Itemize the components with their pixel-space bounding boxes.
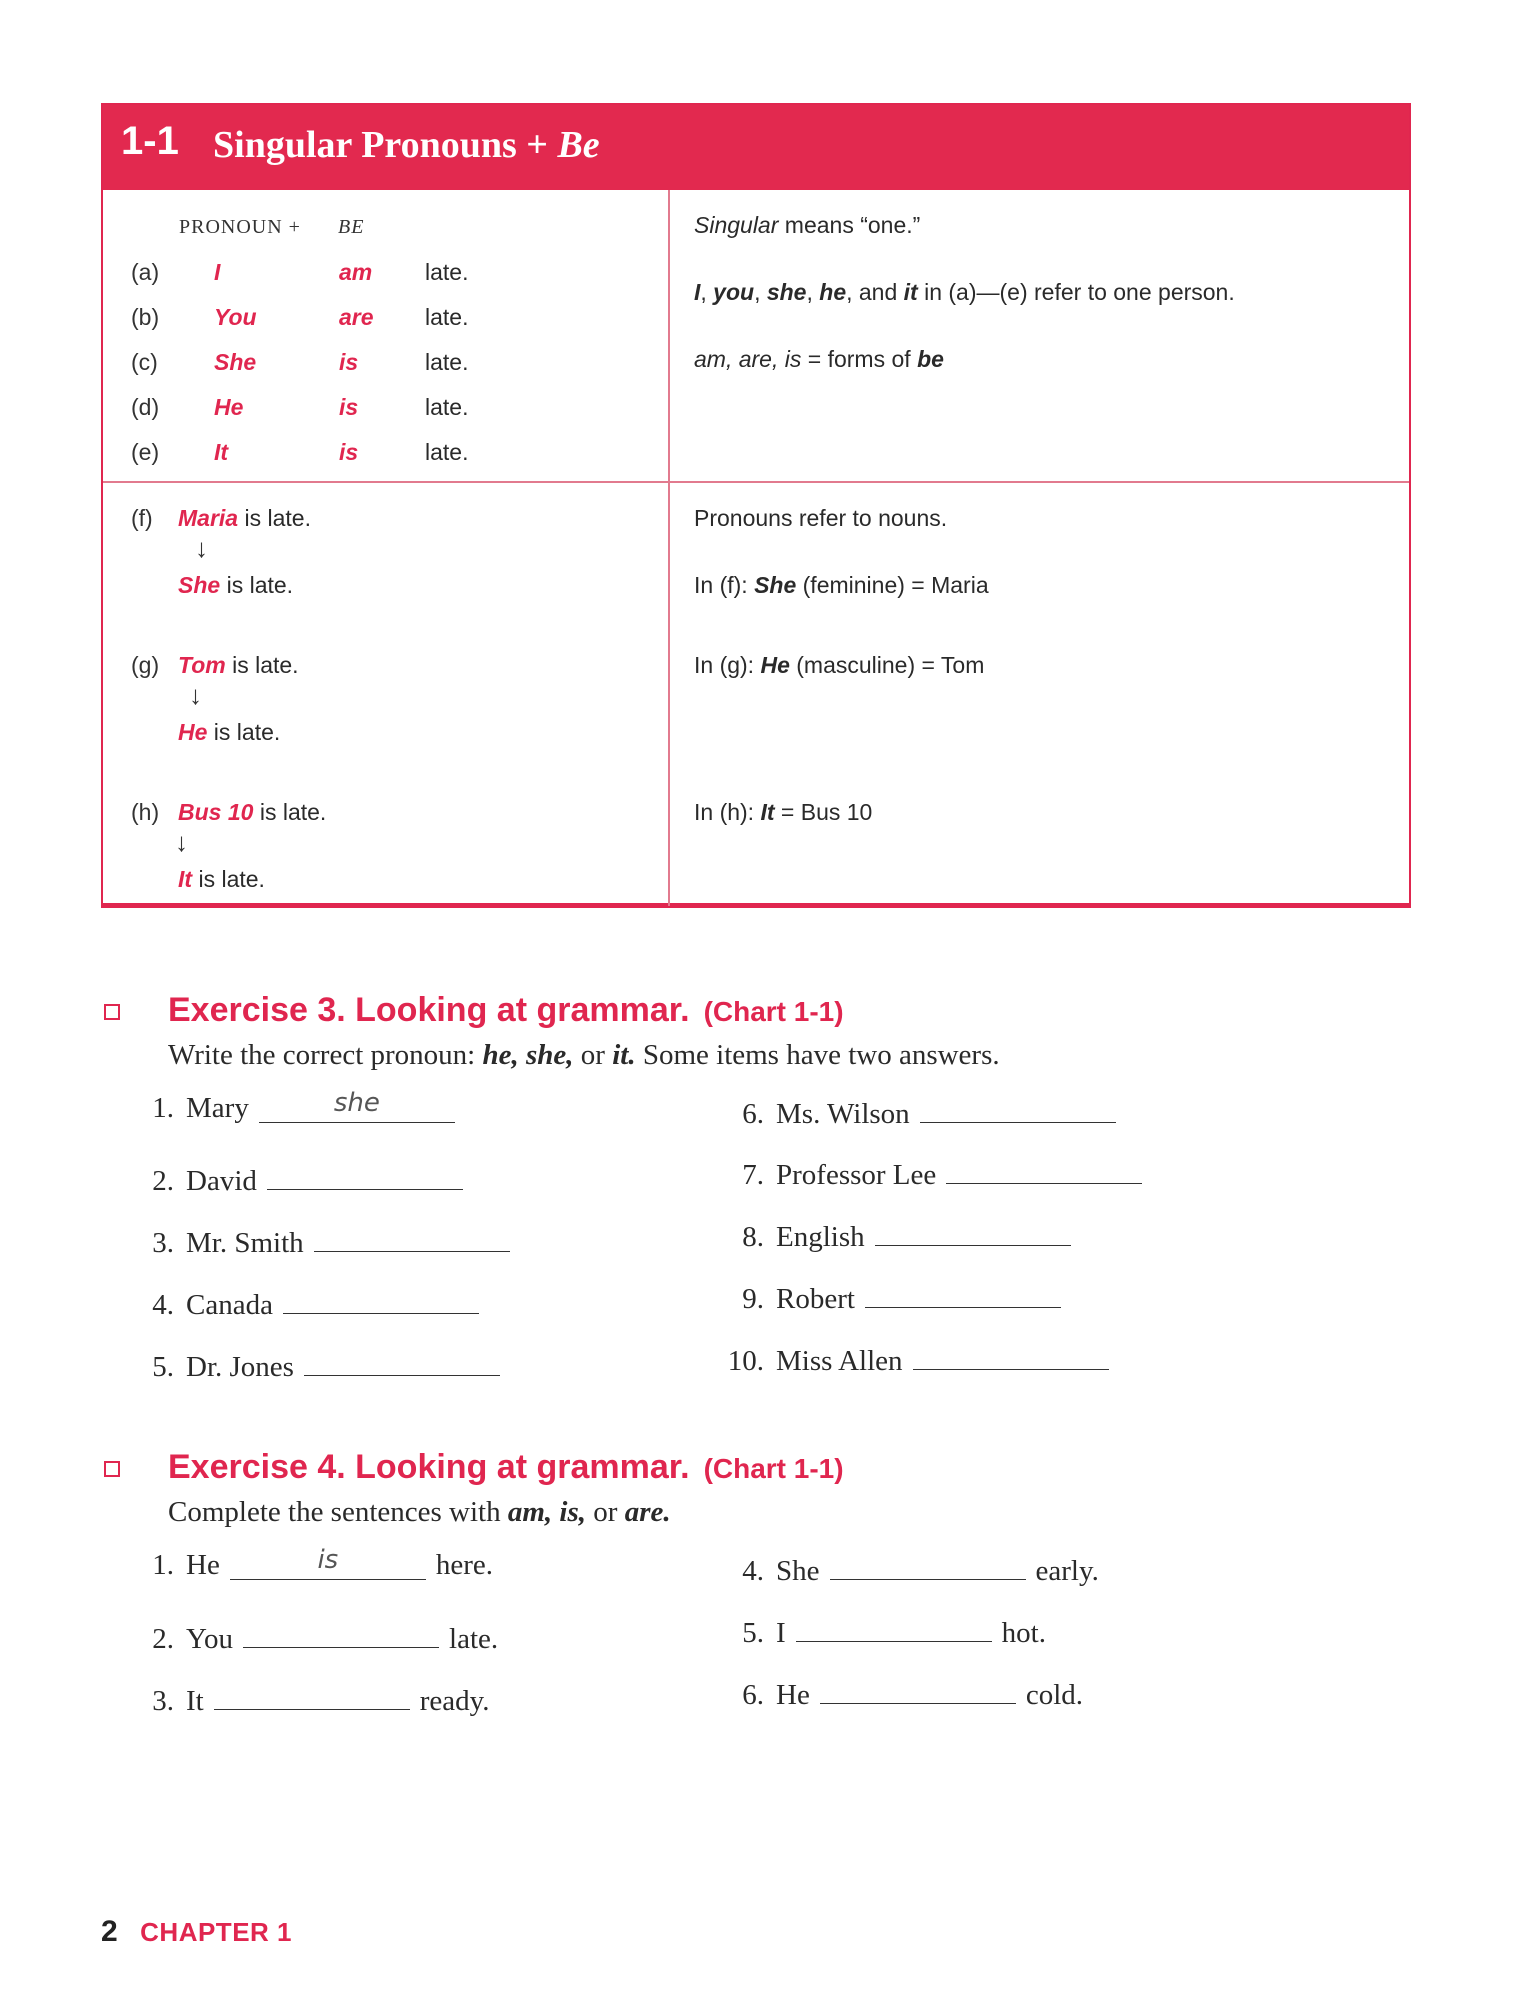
exercise-item: 8. English (720, 1215, 1071, 1254)
note-pronouns-refer: Pronouns refer to nouns. (694, 505, 948, 531)
example-label: (f) (131, 505, 153, 531)
chart-title-be: Be (557, 124, 600, 166)
example-pronoun-sentence: She is late. (178, 572, 294, 598)
answer-blank[interactable] (796, 1611, 992, 1642)
answer-blank[interactable] (267, 1159, 463, 1190)
exercise-item: 1. He is here. (152, 1545, 493, 1581)
row-verb: is (339, 439, 359, 465)
exercise-3-title: Exercise 3. Looking at grammar. (Chart 1-1) (168, 991, 844, 1029)
row-rest: late. (425, 394, 469, 420)
exercise-item: 6. He cold. (720, 1673, 1083, 1712)
exercise-4-title: Exercise 4. Looking at grammar. (Chart 1-1) (168, 1448, 844, 1486)
answer-blank[interactable]: she (259, 1092, 455, 1123)
chart-title-main: Singular Pronouns + (213, 124, 548, 166)
exercise-item: 2. David (130, 1159, 463, 1198)
answer-blank[interactable] (304, 1345, 500, 1376)
row-verb: am (339, 259, 373, 285)
exercise-item: 4. Canada (130, 1283, 479, 1322)
answer-blank[interactable] (920, 1092, 1116, 1123)
exercise-item: 9. Robert (720, 1277, 1061, 1316)
grammar-chart (101, 103, 1411, 908)
chapter-label: CHAPTER 1 (140, 1917, 292, 1947)
row-label: (d) (131, 394, 160, 420)
note-forms-of-be: am, are, is = forms of be (694, 346, 944, 372)
row-label: (b) (131, 304, 160, 330)
example-label: (h) (131, 799, 160, 825)
chart-number: 1-1 (121, 119, 179, 163)
exercise-checkbox-icon (104, 1461, 120, 1477)
row-verb: are (339, 304, 374, 330)
exercise-item: 6. Ms. Wilson (720, 1092, 1116, 1131)
example-noun-sentence: Maria is late. (178, 505, 311, 531)
col-head-pronoun: PRONOUN + (179, 216, 301, 238)
column-divider (668, 190, 670, 906)
down-arrow-icon: ↓ (195, 533, 208, 563)
row-rest: late. (425, 304, 469, 330)
exercise-item: 4. She early. (720, 1549, 1099, 1588)
row-pronoun: It (214, 439, 229, 465)
example-noun-sentence: Tom is late. (178, 652, 299, 678)
page-number: 2 (101, 1915, 118, 1948)
chart-header (103, 105, 1409, 190)
answer-blank[interactable] (830, 1549, 1026, 1580)
row-rest: late. (425, 259, 469, 285)
row-pronoun: She (214, 349, 257, 375)
row-pronoun: You (214, 304, 257, 330)
exercise-item: 10. Miss Allen (720, 1339, 1109, 1378)
note-it: In (h): It = Bus 10 (694, 799, 873, 825)
answer-blank[interactable] (913, 1339, 1109, 1370)
row-verb: is (339, 349, 359, 375)
exercise-4-instructions: Complete the sentences with am, is, or are. (168, 1496, 671, 1528)
exercise-item: 5. I hot. (720, 1611, 1046, 1650)
row-label: (a) (131, 259, 160, 285)
example-label: (g) (131, 652, 160, 678)
exercise-checkbox-icon (104, 1004, 120, 1020)
exercise-3-instructions: Write the correct pronoun: he, she, or it. Some items have two answers. (168, 1039, 1000, 1071)
row-rest: late. (425, 439, 469, 465)
row-verb: is (339, 394, 359, 420)
page-footer (101, 1915, 292, 1949)
note-pronouns-one-person: I, you, she, he, and it in (a)—(e) refer to one person. (694, 279, 1235, 305)
exercise-item: 3. Mr. Smith (130, 1221, 510, 1260)
answer-blank[interactable] (946, 1153, 1142, 1184)
answer-blank[interactable] (820, 1673, 1016, 1704)
note-masculine: In (g): He (masculine) = Tom (694, 652, 985, 678)
down-arrow-icon: ↓ (175, 827, 188, 857)
exercise-item: 3. It ready. (130, 1679, 490, 1718)
note-singular: Singular means “one.” (694, 212, 921, 238)
example-pronoun-sentence: It is late. (178, 866, 265, 892)
row-label: (e) (131, 439, 160, 465)
chart-title (213, 123, 600, 167)
exercise-item: 7. Professor Lee (720, 1153, 1142, 1192)
exercise-item: 1. Mary she (130, 1092, 455, 1125)
exercise-item: 2. You late. (130, 1617, 498, 1656)
row-pronoun: He (214, 394, 244, 420)
row-divider (103, 481, 1409, 483)
row-label: (c) (131, 349, 158, 375)
answer-blank[interactable]: is (230, 1549, 426, 1580)
example-noun-sentence: Bus 10 is late. (178, 799, 327, 825)
col-head-be: BE (338, 216, 365, 238)
exercise-item: 5. Dr. Jones (130, 1345, 500, 1384)
down-arrow-icon: ↓ (189, 680, 202, 710)
note-feminine: In (f): She (feminine) = Maria (694, 572, 989, 598)
row-pronoun: I (214, 259, 221, 285)
answer-blank[interactable] (283, 1283, 479, 1314)
answer-blank[interactable] (865, 1277, 1061, 1308)
answer-blank[interactable] (214, 1679, 410, 1710)
example-pronoun-sentence: He is late. (178, 719, 281, 745)
answer-blank[interactable] (243, 1617, 439, 1648)
answer-blank[interactable] (875, 1215, 1071, 1246)
answer-blank[interactable] (314, 1221, 510, 1252)
row-rest: late. (425, 349, 469, 375)
